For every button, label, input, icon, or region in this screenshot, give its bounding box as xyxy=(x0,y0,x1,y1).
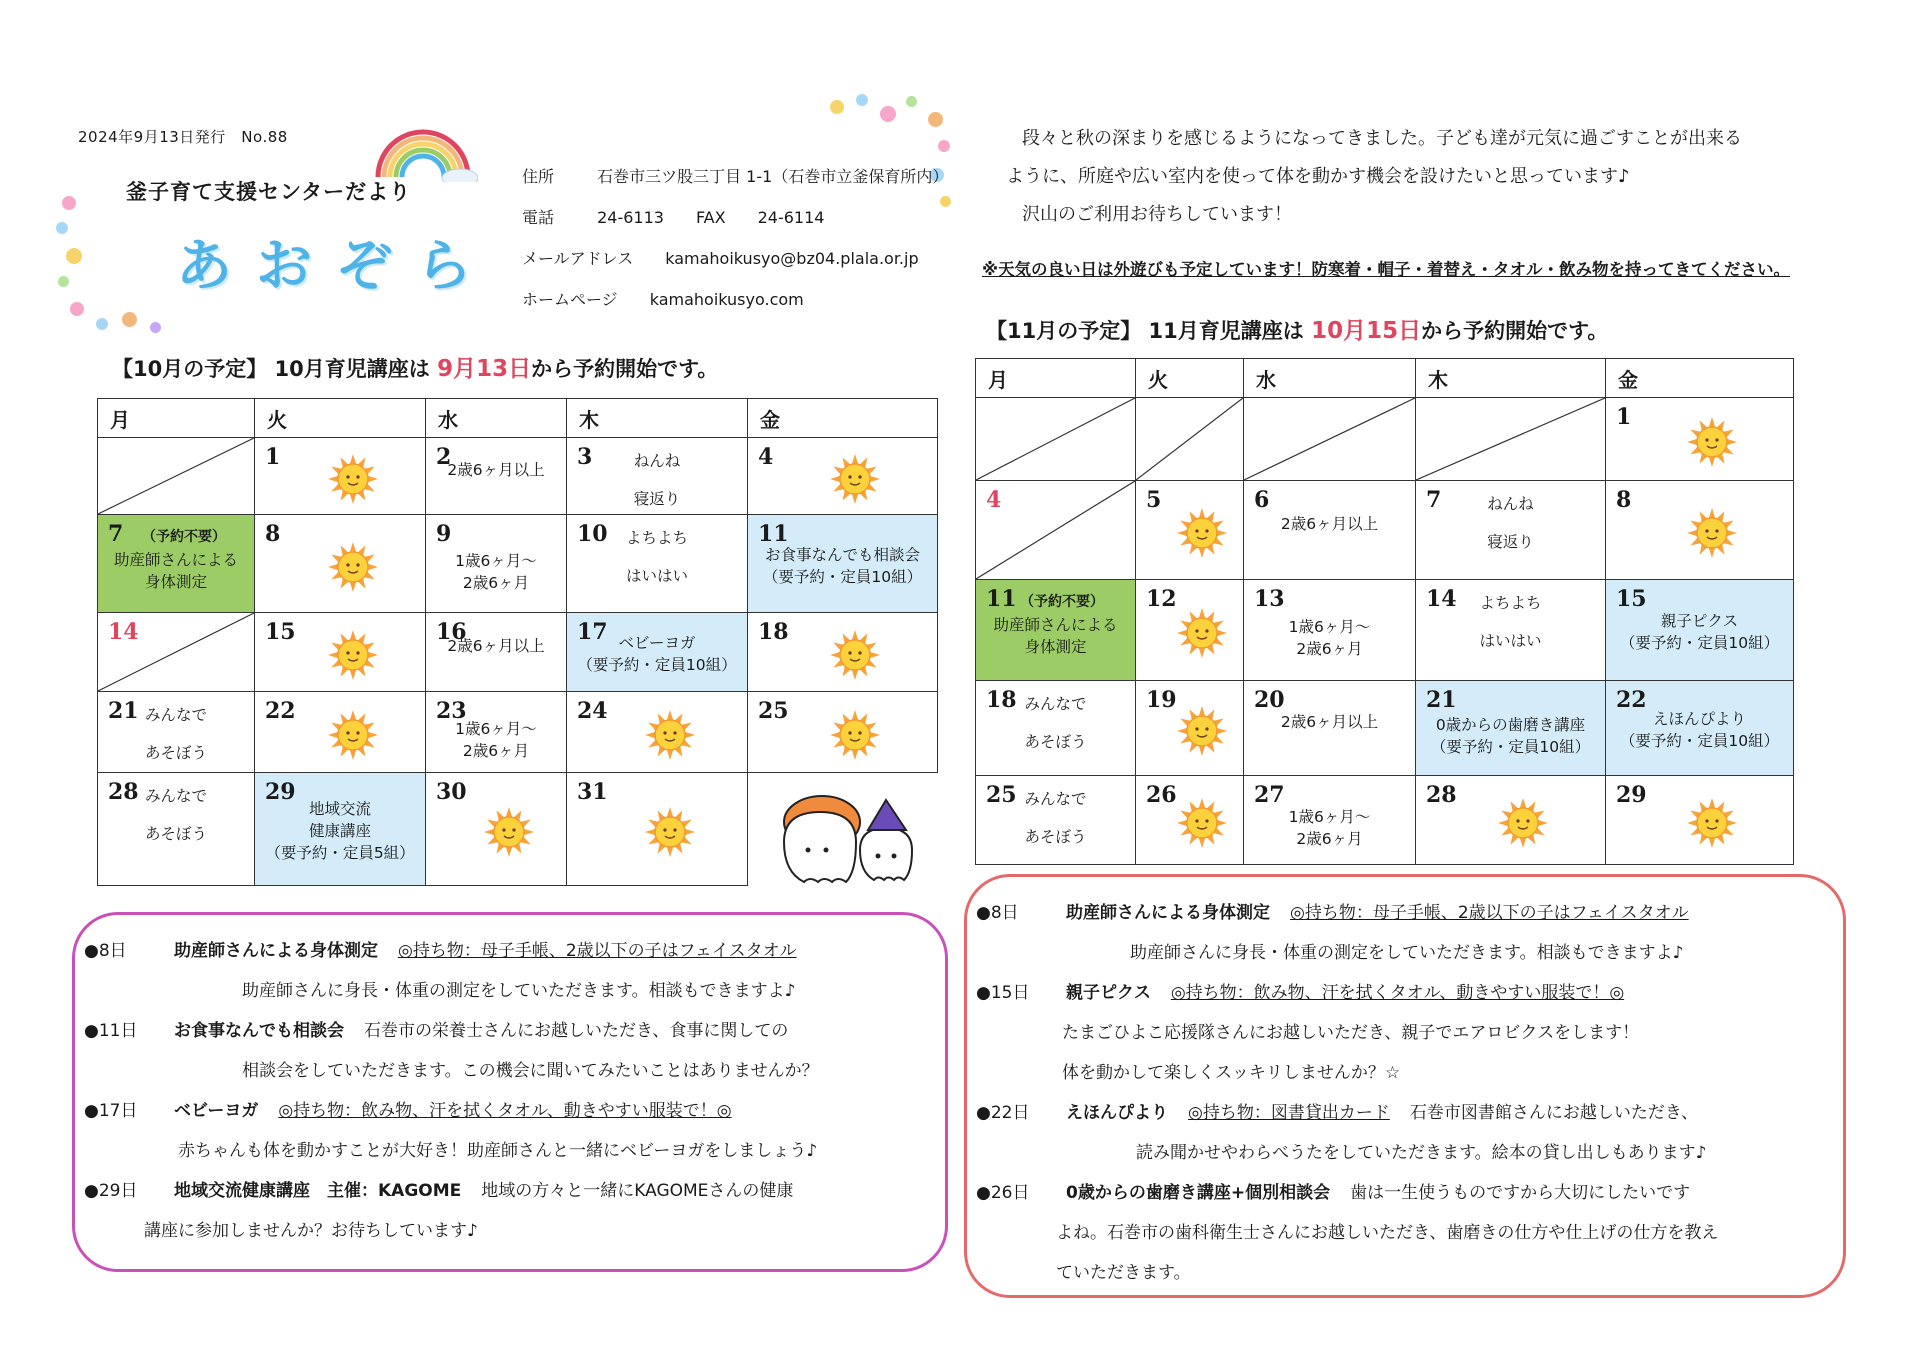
event-description: 相談会をしていただきます。この機会に聞いてみたいことはありませんか？ xyxy=(242,1061,819,1081)
calendar-day xyxy=(1416,398,1606,481)
event-description: よね。石巻市の歯科衛生士さんにお越しいただき、歯磨きの仕方や仕上げの仕方を教え xyxy=(1056,1223,1719,1243)
november-title: 【11月の予定】 11月育児講座は 10月15日から予約開始です。 xyxy=(986,318,1609,344)
calendar-day xyxy=(426,438,567,515)
sun-icon xyxy=(1175,704,1229,758)
weekday-header: 火 xyxy=(255,399,426,438)
calendar-day xyxy=(426,692,567,773)
contact-address: 住所 石巻市三ツ股三丁目 1-1（石巻市立釜保育所内） xyxy=(522,167,949,186)
day-note: 地域交流 健康講座 （要予約・定員5組） xyxy=(265,800,415,862)
sun-icon xyxy=(643,805,697,859)
newsletter-title: あおぞら xyxy=(176,234,496,299)
diagonal-line xyxy=(1244,398,1415,480)
calendar-day xyxy=(1416,481,1606,580)
calendar-day xyxy=(1244,776,1416,865)
event-heading: ●22日 えほんぴより ◎持ち物：図書貸出カード 石巻市図書館さんにお越しいただき、 xyxy=(976,1103,1699,1123)
calendar-day xyxy=(1606,580,1794,681)
day-number: 28 xyxy=(108,779,139,805)
october-title: 【10月の予定】 10月育児講座は 9月13日から予約開始です。 xyxy=(112,356,719,382)
calendar-day xyxy=(255,773,426,886)
no-reservation-tag: （予約不要） xyxy=(142,529,226,545)
calendar-week xyxy=(98,438,938,515)
day-number: 4 xyxy=(758,444,774,470)
day-number: 12 xyxy=(1146,586,1177,612)
calendar-day xyxy=(976,776,1136,865)
day-note: ねんね 寝返り xyxy=(1487,495,1534,551)
day-note: 2歳6ヶ月以上 xyxy=(447,637,545,655)
day-note: 親子ピクス （要予約・定員10組） xyxy=(1619,612,1780,652)
rainbow-icon xyxy=(368,122,478,182)
day-note: 2歳6ヶ月以上 xyxy=(1280,713,1379,731)
day-number: 15 xyxy=(1616,586,1647,612)
day-number: 5 xyxy=(1146,487,1162,513)
calendar-week xyxy=(98,515,938,613)
event-heading: ●11日 お食事なんでも相談会 石巻市の栄養士さんにお越しいただき、食事に関しての xyxy=(84,1021,789,1041)
day-number: 31 xyxy=(577,779,608,805)
day-note: 2歳6ヶ月以上 xyxy=(447,461,545,479)
day-note: お食事なんでも相談会 （要予約・定員10組） xyxy=(762,546,923,586)
calendar-day xyxy=(1136,481,1244,580)
sun-icon xyxy=(643,708,697,762)
sun-icon xyxy=(828,452,882,506)
day-note: よちよち はいはい xyxy=(1479,594,1542,650)
day-number: 27 xyxy=(1254,782,1285,808)
day-number: 25 xyxy=(986,782,1017,808)
day-number: 13 xyxy=(1254,586,1285,612)
day-number: 18 xyxy=(758,619,789,645)
calendar-day xyxy=(1136,681,1244,776)
event-heading: ●8日 助産師さんによる身体測定 ◎持ち物：母子手帳、2歳以下の子はフェイスタオル xyxy=(84,941,797,961)
calendar-day xyxy=(1416,681,1606,776)
calendar-day xyxy=(1606,776,1794,865)
calendar-day xyxy=(98,692,255,773)
day-number: 8 xyxy=(265,521,281,547)
day-number: 29 xyxy=(265,779,296,805)
sun-icon xyxy=(1175,606,1229,660)
day-number: 25 xyxy=(758,698,789,724)
calendar-day xyxy=(426,613,567,692)
day-number: 30 xyxy=(436,779,467,805)
calendar-day xyxy=(255,613,426,692)
event-description: 助産師さんに身長・体重の測定をしていただきます。相談もできますよ♪ xyxy=(242,981,796,1001)
november-calendar xyxy=(975,358,1794,865)
calendar-week xyxy=(976,681,1794,776)
day-note: みんなで あそぼう xyxy=(144,787,207,843)
contact-block xyxy=(522,156,948,320)
calendar-week xyxy=(976,481,1794,580)
halloween-ghosts-icon xyxy=(760,780,930,890)
calendar-day xyxy=(748,613,938,692)
day-number: 3 xyxy=(577,444,593,470)
event-heading: ●26日 0歳からの歯磨き講座+個別相談会 歯は一生使うものですから大切にしたいです xyxy=(976,1183,1691,1203)
calendar-day xyxy=(1244,681,1416,776)
calendar-day xyxy=(255,438,426,515)
calendar-day xyxy=(1136,398,1244,481)
day-number: 17 xyxy=(577,619,608,645)
email-link[interactable]: kamahoikusyo@bz04.plala.or.jp xyxy=(665,249,919,268)
weekday-header: 水 xyxy=(1244,359,1416,398)
calendar-day xyxy=(1136,580,1244,681)
day-number: 7 xyxy=(1426,487,1442,513)
calendar-day xyxy=(976,580,1136,681)
calendar-day xyxy=(748,515,938,613)
calendar-day xyxy=(98,438,255,515)
day-note: 1歳6ヶ月～ 2歳6ヶ月 xyxy=(1288,618,1371,658)
calendar-day xyxy=(567,438,748,515)
sun-icon xyxy=(1496,796,1550,850)
event-description: 赤ちゃんも体を動かすことが大好き！助産師さんと一緒にベビーヨガをしましょう♪ xyxy=(178,1141,818,1161)
sun-icon xyxy=(326,708,380,762)
day-number: 22 xyxy=(265,698,296,724)
day-note: ベビーヨガ （要予約・定員10組） xyxy=(577,634,737,674)
weather-notice: ※天気の良い日は外遊びも予定しています！防寒着・帽子・着替え・タオル・飲み物を持ってきてください。 xyxy=(982,260,1791,279)
calendar-week xyxy=(976,580,1794,681)
day-number: 14 xyxy=(108,619,139,645)
event-heading: ●15日 親子ピクス ◎持ち物：飲み物、汗を拭くタオル、動きやすい服装で！◎ xyxy=(976,983,1625,1003)
weekday-header: 金 xyxy=(748,399,938,438)
event-description: 助産師さんに身長・体重の測定をしていただきます。相談もできますよ♪ xyxy=(1130,943,1684,963)
weekday-header: 月 xyxy=(976,359,1136,398)
day-number: 1 xyxy=(1616,404,1632,430)
contact-phone: 電話 24-6113 FAX 24-6114 xyxy=(522,208,825,227)
calendar-day xyxy=(567,773,748,886)
calendar-day xyxy=(1244,481,1416,580)
event-description: 読み聞かせやわらべうたをしていただきます。絵本の貸し出しもあります♪ xyxy=(1136,1143,1707,1163)
calendar-day xyxy=(255,692,426,773)
day-note: 0歳からの歯磨き講座 （要予約・定員10組） xyxy=(1430,716,1591,756)
day-number: 29 xyxy=(1616,782,1647,808)
calendar-day xyxy=(98,773,255,886)
intro-text: 段々と秋の深まりを感じるようになってきました。子ども達が元気に過ごすことが出来る ように、所庭や広い室内を使って体を動かす機会を設けたいと思っています♪ 沢山のご利用お待ちしています！ xyxy=(1006,128,1742,225)
calendar-day xyxy=(98,613,255,692)
sun-icon xyxy=(1175,796,1229,850)
day-number: 26 xyxy=(1146,782,1177,808)
day-note: よちよち はいはい xyxy=(625,529,688,585)
weekday-header: 水 xyxy=(426,399,567,438)
no-reservation-tag: （予約不要） xyxy=(1020,594,1104,610)
event-description: 体を動かして楽しくスッキリしませんか？☆ xyxy=(1062,1063,1401,1083)
event-description: ていただきます。 xyxy=(1056,1263,1191,1283)
calendar-week xyxy=(98,692,938,773)
day-number: 9 xyxy=(436,521,452,547)
day-number: 8 xyxy=(1616,487,1632,513)
day-number: 22 xyxy=(1616,687,1647,713)
event-heading: ●8日 助産師さんによる身体測定 ◎持ち物：母子手帳、2歳以下の子はフェイスタオル xyxy=(976,903,1689,923)
diagonal-line xyxy=(98,438,254,514)
day-note: みんなで あそぼう xyxy=(144,706,207,762)
day-number: 16 xyxy=(436,619,467,645)
weekday-header: 金 xyxy=(1606,359,1794,398)
day-number: 21 xyxy=(1426,687,1457,713)
calendar-day xyxy=(567,613,748,692)
issue-date: 2024年9月13日発行 No.88 xyxy=(78,128,288,146)
calendar-day xyxy=(426,515,567,613)
day-note: 1歳6ヶ月～ 2歳6ヶ月 xyxy=(455,720,537,760)
diagonal-line xyxy=(1136,398,1243,480)
calendar-week xyxy=(976,398,1794,481)
day-note: 助産師さんによる 身体測定 xyxy=(113,551,238,591)
calendar-day xyxy=(567,515,748,613)
contact-homepage: ホームページ kamahoikusyo.com xyxy=(522,290,804,309)
weekday-header: 木 xyxy=(1416,359,1606,398)
calendar-day xyxy=(976,398,1136,481)
calendar-day xyxy=(567,692,748,773)
weekday-header: 火 xyxy=(1136,359,1244,398)
sun-icon xyxy=(326,540,380,594)
day-note: 助産師さんによる 身体測定 xyxy=(993,616,1118,656)
day-number: 1 xyxy=(265,444,281,470)
day-number: 4 xyxy=(986,487,1002,513)
day-note: ねんね 寝返り xyxy=(633,452,681,508)
event-heading: ●17日 ベビーヨガ ◎持ち物：飲み物、汗を拭くタオル、動きやすい服装で！◎ xyxy=(84,1101,732,1121)
event-heading: ●29日 地域交流健康講座 主催：KAGOME 地域の方々と一緒にKAGOMEさんの健康 xyxy=(84,1181,794,1201)
calendar-day xyxy=(1244,580,1416,681)
day-note: 2歳6ヶ月以上 xyxy=(1280,515,1379,533)
calendar-week xyxy=(976,776,1794,865)
calendar-week xyxy=(98,613,938,692)
contact-email: メールアドレス kamahoikusyo@bz04.plala.or.jp xyxy=(522,249,919,268)
day-number: 18 xyxy=(986,687,1017,713)
day-number: 11 xyxy=(758,521,789,547)
sun-icon xyxy=(828,628,882,682)
day-number: 10 xyxy=(577,521,608,547)
calendar-day xyxy=(255,515,426,613)
sun-icon xyxy=(326,628,380,682)
day-number: 23 xyxy=(436,698,467,724)
sun-icon xyxy=(1175,506,1229,560)
calendar-day xyxy=(748,438,938,515)
calendar-day xyxy=(426,773,567,886)
calendar-day xyxy=(976,681,1136,776)
sun-icon xyxy=(1685,796,1739,850)
day-number: 24 xyxy=(577,698,608,724)
day-number: 21 xyxy=(108,698,139,724)
center-name: 釜子育て支援センターだより xyxy=(126,180,412,204)
day-note: えほんぴより （要予約・定員10組） xyxy=(1619,710,1780,750)
calendar-day xyxy=(748,692,938,773)
sun-icon xyxy=(828,708,882,762)
sun-icon xyxy=(482,805,536,859)
day-note: みんなで あそぼう xyxy=(1024,695,1087,751)
day-number: 6 xyxy=(1254,487,1270,513)
calendar-day xyxy=(1244,398,1416,481)
calendar-day xyxy=(98,515,255,613)
weekday-header: 木 xyxy=(567,399,748,438)
day-number: 11 xyxy=(986,586,1017,612)
sun-icon xyxy=(1685,415,1739,469)
calendar-day xyxy=(1136,776,1244,865)
calendar-day xyxy=(1606,681,1794,776)
event-description: たまごひよこ応援隊さんにお越しいただき、親子でエアロビクスをします！ xyxy=(1062,1023,1640,1043)
diagonal-line xyxy=(976,398,1135,480)
calendar-day xyxy=(1606,398,1794,481)
day-note: みんなで あそぼう xyxy=(1024,790,1087,846)
day-number: 20 xyxy=(1254,687,1285,713)
day-note: 1歳6ヶ月～ 2歳6ヶ月 xyxy=(1288,808,1371,848)
day-number: 15 xyxy=(265,619,296,645)
weekday-header: 月 xyxy=(98,399,255,438)
calendar-day xyxy=(976,481,1136,580)
day-number: 19 xyxy=(1146,687,1177,713)
day-number: 14 xyxy=(1426,586,1457,612)
calendar-day xyxy=(1416,776,1606,865)
calendar-day xyxy=(1416,580,1606,681)
day-number: 28 xyxy=(1426,782,1457,808)
day-number: 2 xyxy=(436,444,452,470)
sun-icon xyxy=(1685,506,1739,560)
sun-icon xyxy=(326,452,380,506)
event-description: 講座に参加しませんか？お待ちしています♪ xyxy=(144,1221,478,1241)
homepage-link[interactable]: kamahoikusyo.com xyxy=(649,290,804,309)
day-number: 7 xyxy=(108,521,124,547)
diagonal-line xyxy=(1416,398,1605,480)
day-note: 1歳6ヶ月～ 2歳6ヶ月 xyxy=(455,552,537,592)
calendar-day xyxy=(1606,481,1794,580)
